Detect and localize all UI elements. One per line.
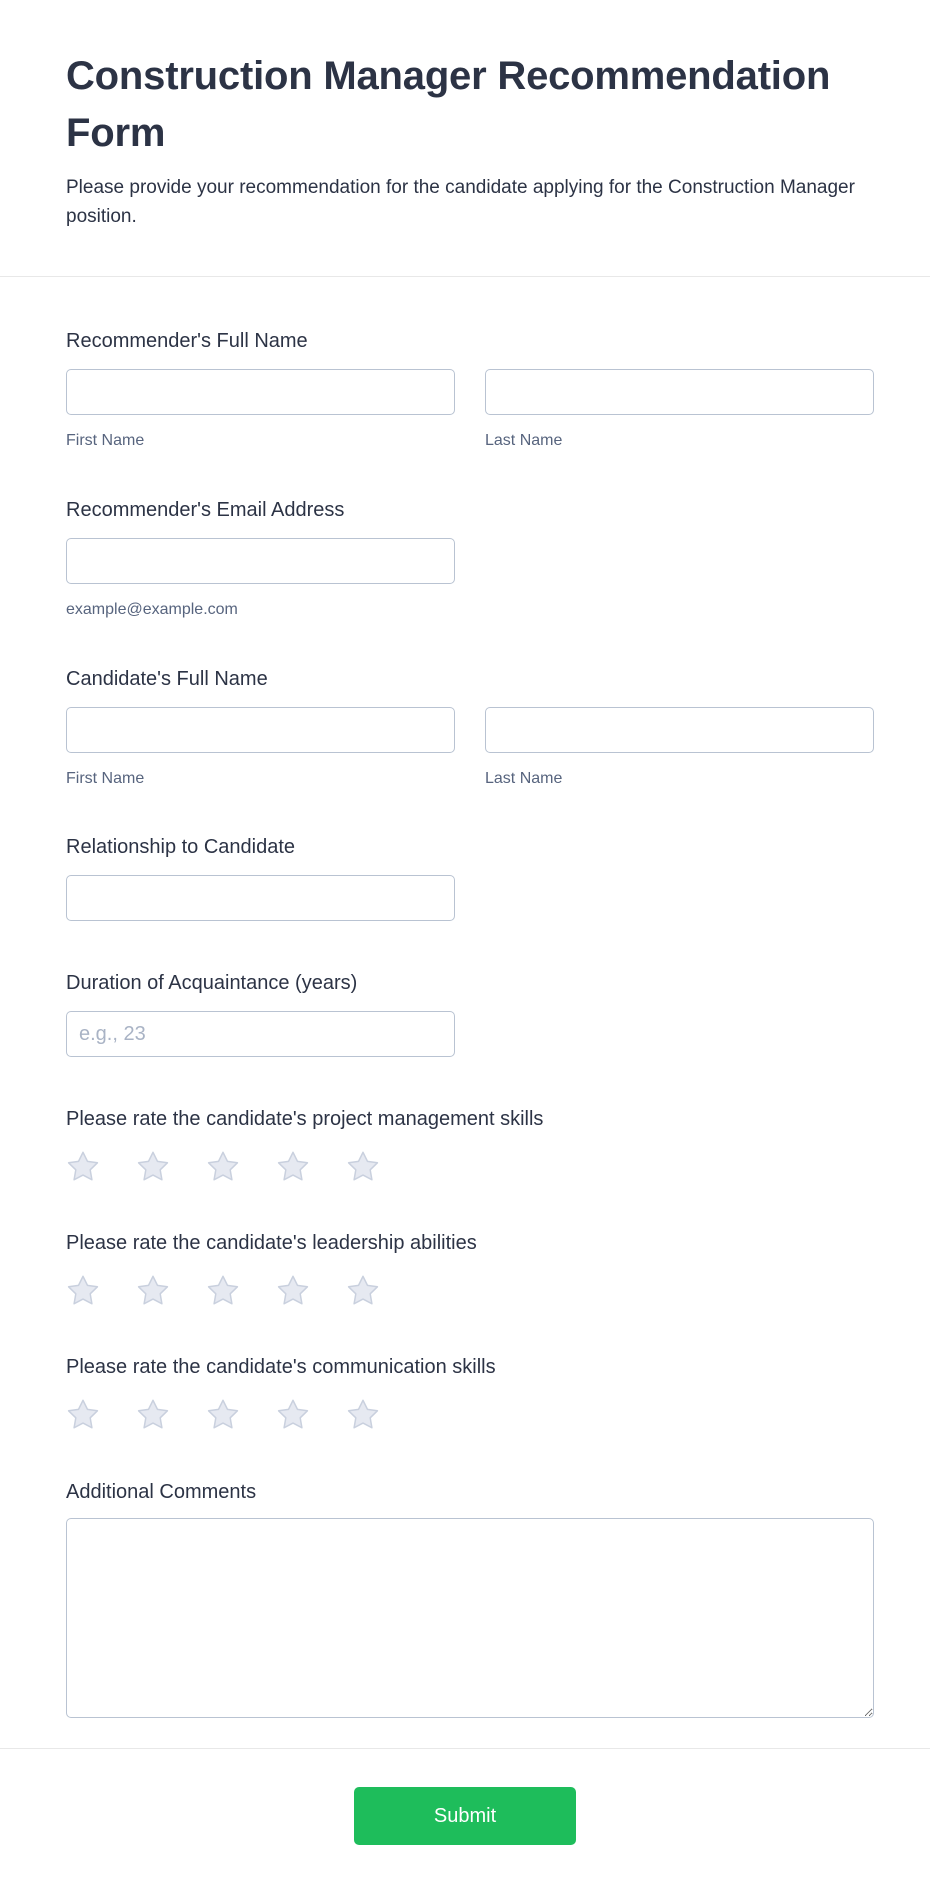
- star-icon[interactable]: [342, 1147, 384, 1187]
- field-rating-leadership: [66, 1231, 874, 1311]
- recommender-last-name-input[interactable]: [485, 369, 874, 415]
- star-icon[interactable]: [342, 1395, 384, 1435]
- submit-button[interactable]: Submit: [354, 1787, 576, 1845]
- field-label: Duration of Acquaintance (years): [66, 972, 358, 995]
- duration-input-row: [66, 1011, 874, 1057]
- star-icon[interactable]: [202, 1271, 244, 1311]
- field-candidate-full-name: [66, 667, 874, 787]
- star-icon[interactable]: [132, 1271, 174, 1311]
- name-input-row: [66, 707, 874, 753]
- star-icon[interactable]: [272, 1271, 314, 1311]
- submit-row: [0, 1749, 930, 1845]
- star-icon[interactable]: [62, 1395, 104, 1435]
- star-icon[interactable]: [62, 1147, 104, 1187]
- email-input-row: [66, 538, 874, 584]
- form-header: [0, 0, 930, 277]
- field-label: Candidate's Full Name: [66, 668, 268, 691]
- field-label: Please rate the candidate's project management skills: [66, 1108, 544, 1131]
- page-title: Construction Manager Recommendation Form: [66, 54, 831, 156]
- star-icon[interactable]: [342, 1271, 384, 1311]
- field-duration: [66, 971, 874, 1057]
- field-label: Relationship to Candidate: [66, 836, 296, 859]
- duration-input[interactable]: [66, 1011, 455, 1057]
- field-recommender-email: [66, 498, 874, 618]
- email-example-sublabel: example@example.com: [66, 601, 238, 619]
- name-input-row: [66, 369, 874, 415]
- last-name-sublabel: Last Name: [485, 432, 563, 450]
- relationship-input[interactable]: [66, 875, 455, 921]
- field-label: Please rate the candidate's communication skills: [66, 1356, 496, 1379]
- last-name-sublabel: Last Name: [485, 770, 563, 788]
- name-sublabel-row: [66, 771, 874, 787]
- field-label: Additional Comments: [66, 1481, 257, 1504]
- candidate-first-name-input[interactable]: [66, 707, 455, 753]
- page-subtitle: Please provide your recommendation for the candidate applying for the Construction Manager position.: [66, 177, 855, 227]
- recommender-first-name-input[interactable]: [66, 369, 455, 415]
- star-icon[interactable]: [272, 1147, 314, 1187]
- field-relationship: [66, 835, 874, 921]
- field-recommender-full-name: [66, 329, 874, 449]
- star-icon[interactable]: [202, 1147, 244, 1187]
- email-sublabel-row: [66, 602, 874, 618]
- star-icon[interactable]: [202, 1395, 244, 1435]
- star-icon[interactable]: [272, 1395, 314, 1435]
- field-label: Recommender's Email Address: [66, 499, 345, 522]
- field-rating-project-management: [66, 1107, 874, 1187]
- candidate-last-name-input[interactable]: [485, 707, 874, 753]
- recommender-email-input[interactable]: [66, 538, 455, 584]
- first-name-sublabel: First Name: [66, 770, 145, 788]
- field-label: Please rate the candidate's leadership abilities: [66, 1232, 477, 1255]
- first-name-sublabel: First Name: [66, 432, 145, 450]
- form-body: [0, 329, 930, 1718]
- field-label: Recommender's Full Name: [66, 330, 308, 353]
- additional-comments-textarea[interactable]: [66, 1518, 874, 1718]
- star-icon[interactable]: [132, 1147, 174, 1187]
- star-rating-communication: [62, 1395, 874, 1435]
- star-icon[interactable]: [132, 1395, 174, 1435]
- star-rating-project-management: [62, 1147, 874, 1187]
- star-icon[interactable]: [62, 1271, 104, 1311]
- field-rating-communication: [66, 1355, 874, 1435]
- name-sublabel-row: [66, 433, 874, 449]
- relationship-input-row: [66, 875, 874, 921]
- star-rating-leadership: [62, 1271, 874, 1311]
- field-additional-comments: [66, 1480, 874, 1718]
